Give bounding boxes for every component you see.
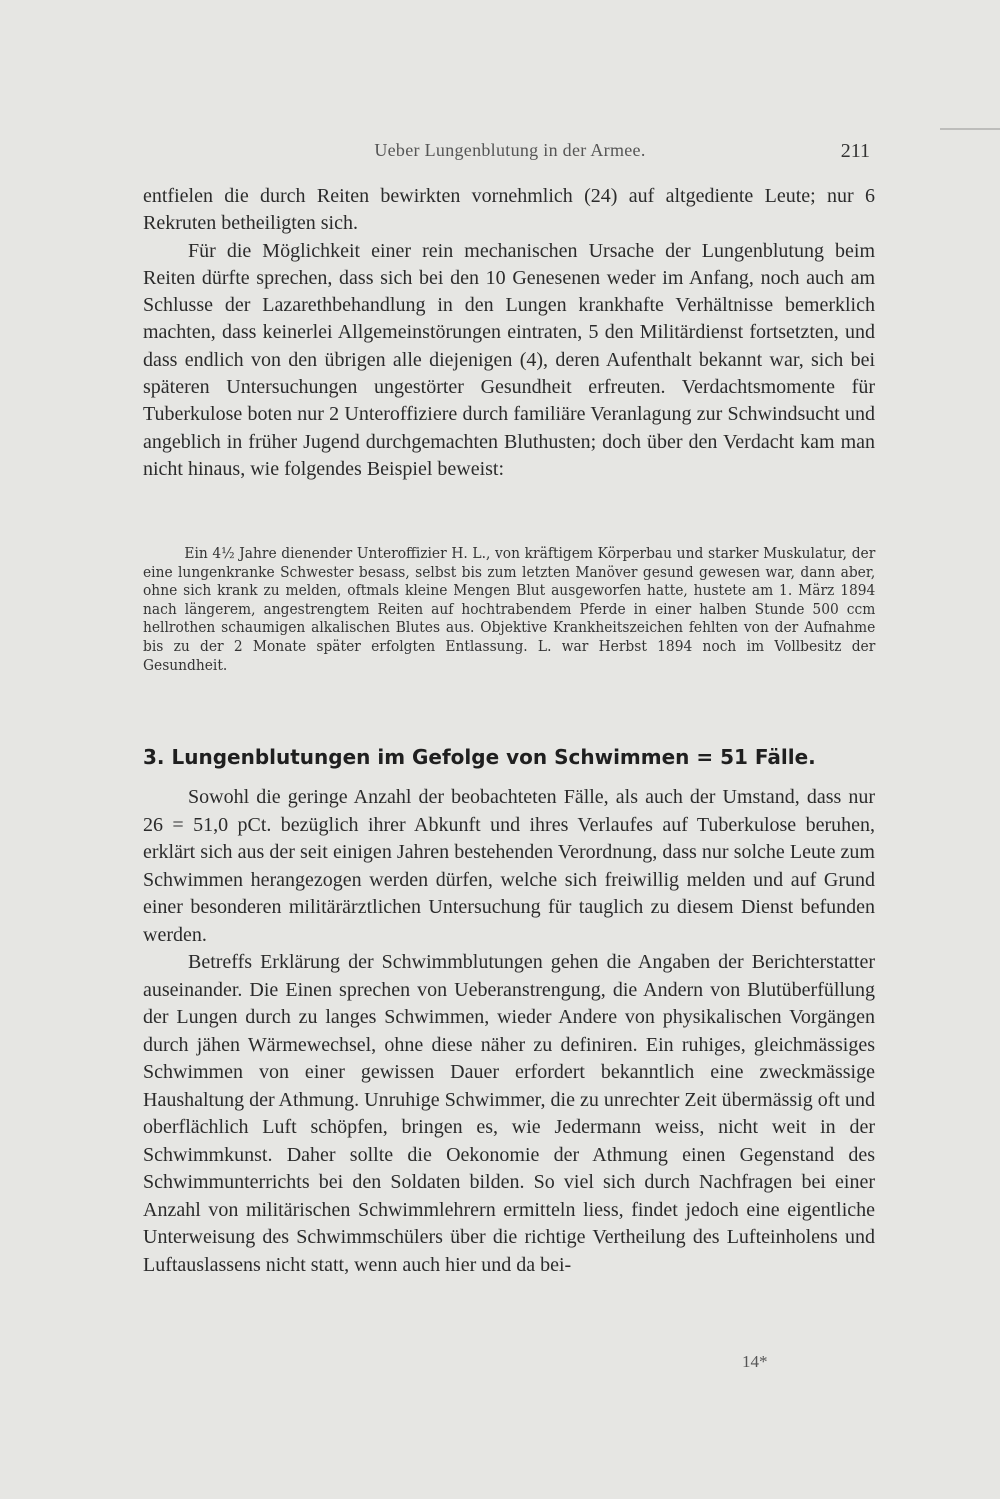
section-heading: 3. Lungenblutungen im Gefolge von Schwimmen = 51 Fälle. <box>143 745 816 769</box>
page-number: 211 <box>840 140 870 162</box>
section-body <box>143 784 875 1279</box>
page-edge-mark <box>940 128 1000 130</box>
paragraph: entfielen die durch Reiten bewirkten vornehmlich (24) auf altgediente Leute; nur 6 Rekruten betheiligten sich. <box>143 185 875 235</box>
paragraph: Sowohl die geringe Anzahl der beobachteten Fälle, als auch der Umstand, dass nur 26 = 51,0 pCt. bezüglich ihrer Abkunft und ihres Verlaufes auf Tuberkulose beruhen, erklärt sich aus der seit einigen Jahren bestehenden Verordnung, dass nur solche Leute zum Schwimmen herangezogen werden dürfen, welche sich freiwillig melden und auf Grund einer besonderen militärärztlichen Untersuchung für tauglich zu diesem Dienst befunden werden. <box>143 786 875 946</box>
running-title: Ueber Lungenblutung in der Armee. <box>374 140 646 160</box>
page-header <box>150 140 870 170</box>
case-report-text: Ein 4½ Jahre dienender Unteroffizier H. L., von kräftigem Körperbau und starker Muskulatur, der eine lungenkranke Schwester besass, selbst bis zum letzten Manöver gesund gewesen war, dann aber, ohne sich krank zu melden, oftmals kleine Mengen Blut ausgeworfen hatte, hustete am 1. März 1894 nach längerem, angestrengtem Reiten auf hochtrabendem Pferde in einer halben Stunde 500 ccm hellrothen schaumigen alkalischen Blutes aus. Objektive Krankheitszeichen fehlten von der Aufnahme bis zu der 2 Monate später erfolgten Entlassung. L. war Herbst 1894 noch im Vollbesitz der Gesundheit. <box>143 544 876 674</box>
paragraph: Betreffs Erklärung der Schwimmblutungen gehen die Angaben der Berichterstatter auseinander. Die Einen sprechen von Ueberanstrengung, die Andern von Blutüberfüllung der Lungen durch zu langes Schwimmen, wieder Andere von physikalischen Vorgängen durch jähen Wärmewechsel, ohne diese näher zu definiren. Ein ruhiges, gleichmässiges Schwimmen von einer gewissen Dauer erfordert bekanntlich eine zweckmässige Haushaltung der Athmung. Unruhige Schwimmer, die zu unrechter Zeit übermässig oft und oberflächlich Luft schöpfen, bringen es, wie Jedermann weiss, nicht weit in der Schwimmkunst. Daher sollte die Oekonomie der Athmung einen Gegenstand des Schwimmunterrichts bei den Soldaten bilden. So viel sich durch Nachfragen bei einer Anzahl von militärischen Schwimmlehrern ermitteln liess, findet jedoch eine eigentliche Unterweisung des Schwimmschülers über die richtige Vertheilung des Lufteinholens und Luftauslassens nicht statt, wenn auch hier und da bei- <box>143 951 875 1276</box>
signature-mark: 14* <box>742 1352 768 1371</box>
paragraph: Für die Möglichkeit einer rein mechanischen Ursache der Lungenblutung beim Reiten dürfte sprechen, dass sich bei den 10 Genesenen weder im Anfang, noch auch am Schlusse der Lazarethbehandlung in den Lungen krankhafte Verhältnisse bemerklich machten, dass keinerlei Allgemeinstörungen eintraten, 5 den Militärdienst fortsetzten, und dass endlich von den übrigen alle diejenigen (4), deren Aufenthalt bekannt war, sich bei späteren Untersuchungen ungestörter Gesundheit erfreuten. Verdachtsmomente für Tuberkulose boten nur 2 Unteroffiziere durch familiäre Veranlagung zur Schwindsucht und angeblich in früher Jugend durchgemachten Bluthusten; doch über den Verdacht kam man nicht hinaus, wie folgendes Beispiel beweist: <box>143 239 875 480</box>
case-report <box>143 544 875 674</box>
body-text <box>143 183 875 483</box>
